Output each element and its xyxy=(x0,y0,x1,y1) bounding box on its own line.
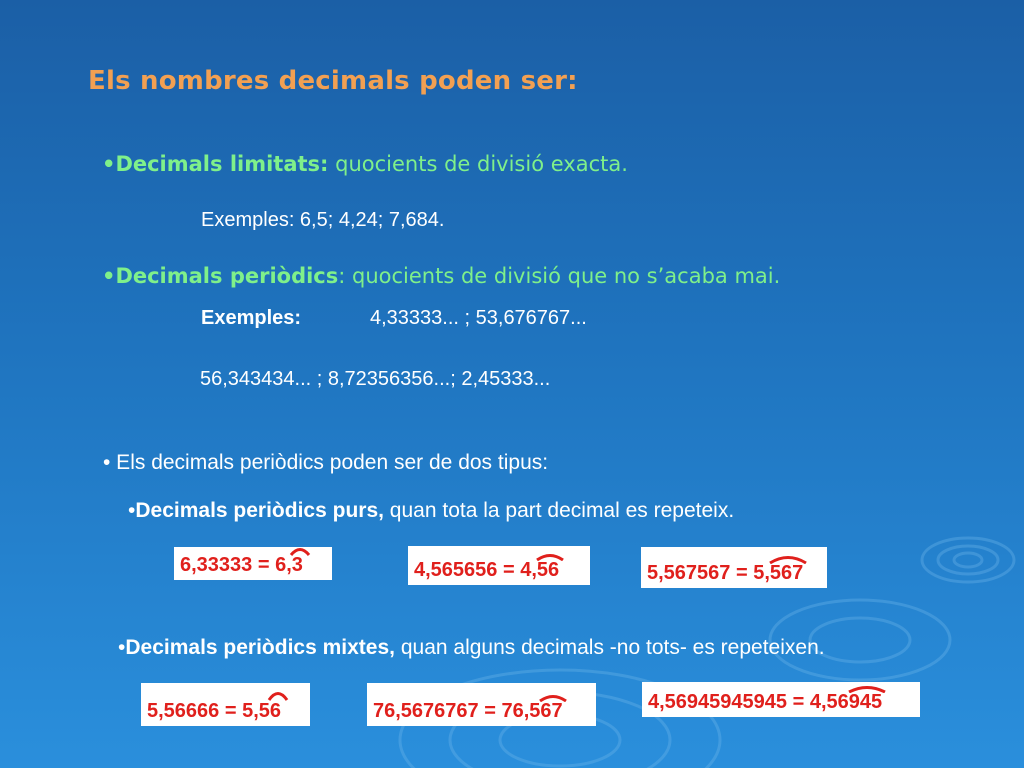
periodics-examples-label xyxy=(201,307,301,330)
bullet-limitats xyxy=(102,152,628,176)
period-digits: 945 xyxy=(848,691,883,713)
example-box-mixtes-1 xyxy=(141,683,310,726)
period-arc-icon xyxy=(538,692,568,702)
bullet-dot: • xyxy=(102,264,116,288)
bullet-mixtes xyxy=(118,636,825,660)
example-period xyxy=(270,700,281,723)
purs-desc: quan tota la part decimal es repeteix. xyxy=(383,499,735,522)
example-period xyxy=(292,554,303,577)
period-digits: 67 xyxy=(540,700,563,722)
example-lhs: 5,56666 = 5,5 xyxy=(147,700,270,722)
limitats-examples: Exemples: 6,5; 4,24; 7,684. xyxy=(201,209,445,231)
period-digits: 567 xyxy=(769,562,804,584)
period-arc-icon xyxy=(847,683,887,693)
bullet-purs xyxy=(128,499,734,523)
periodics-label: Decimals periòdics xyxy=(115,264,339,288)
example-lhs: 6,33333 = 6, xyxy=(180,554,292,576)
purs-label: Decimals periòdics purs, xyxy=(135,499,384,522)
example-box-purs-3 xyxy=(641,547,827,588)
bullet-dot: • xyxy=(128,499,136,522)
period-arc-icon xyxy=(768,552,808,564)
period-arc-icon xyxy=(267,688,289,702)
page-title: Els nombres decimals poden ser: xyxy=(88,66,578,96)
mixtes-label: Decimals periòdics mixtes, xyxy=(125,636,395,659)
example-lhs: 76,5676767 = 76,5 xyxy=(373,700,541,722)
bullet-dot: • xyxy=(102,152,116,176)
period-digits: 3 xyxy=(291,554,303,576)
example-box-purs-2 xyxy=(408,546,590,585)
example-box-purs-1 xyxy=(174,547,332,580)
periodics-examples-line1: 4,33333... ; 53,676767... xyxy=(370,307,587,329)
example-period xyxy=(849,691,882,714)
example-period xyxy=(537,559,559,582)
example-box-mixtes-3 xyxy=(642,682,920,717)
bullet-dot: • xyxy=(118,636,126,659)
example-period xyxy=(770,562,803,585)
periodics-examples-line2: 56,343434... ; 8,72356356...; 2,45333... xyxy=(200,368,551,390)
examples-label: Exemples: xyxy=(201,307,302,329)
period-arc-icon xyxy=(289,545,311,557)
bullet-periodics xyxy=(102,264,780,288)
period-digits: 6 xyxy=(269,700,282,722)
example-box-mixtes-2 xyxy=(367,683,596,726)
periodics-desc: : quocients de divisió que no s’acaba mai. xyxy=(338,264,781,288)
mixtes-desc: quan alguns decimals -no tots- es repeteixen. xyxy=(395,636,825,659)
limitats-label: Decimals limitats: xyxy=(115,152,329,176)
example-period xyxy=(540,700,562,723)
example-lhs: 4,565656 = 4, xyxy=(414,559,537,581)
example-lhs: 5,567567 = 5, xyxy=(647,562,770,584)
period-arc-icon xyxy=(535,551,565,561)
period-digits: 56 xyxy=(536,559,560,581)
tipus-intro: • Els decimals periòdics poden ser de dos tipus: xyxy=(103,451,549,474)
example-lhs: 4,56945945945 = 4,56 xyxy=(648,691,849,713)
limitats-desc: quocients de divisió exacta. xyxy=(328,152,628,176)
